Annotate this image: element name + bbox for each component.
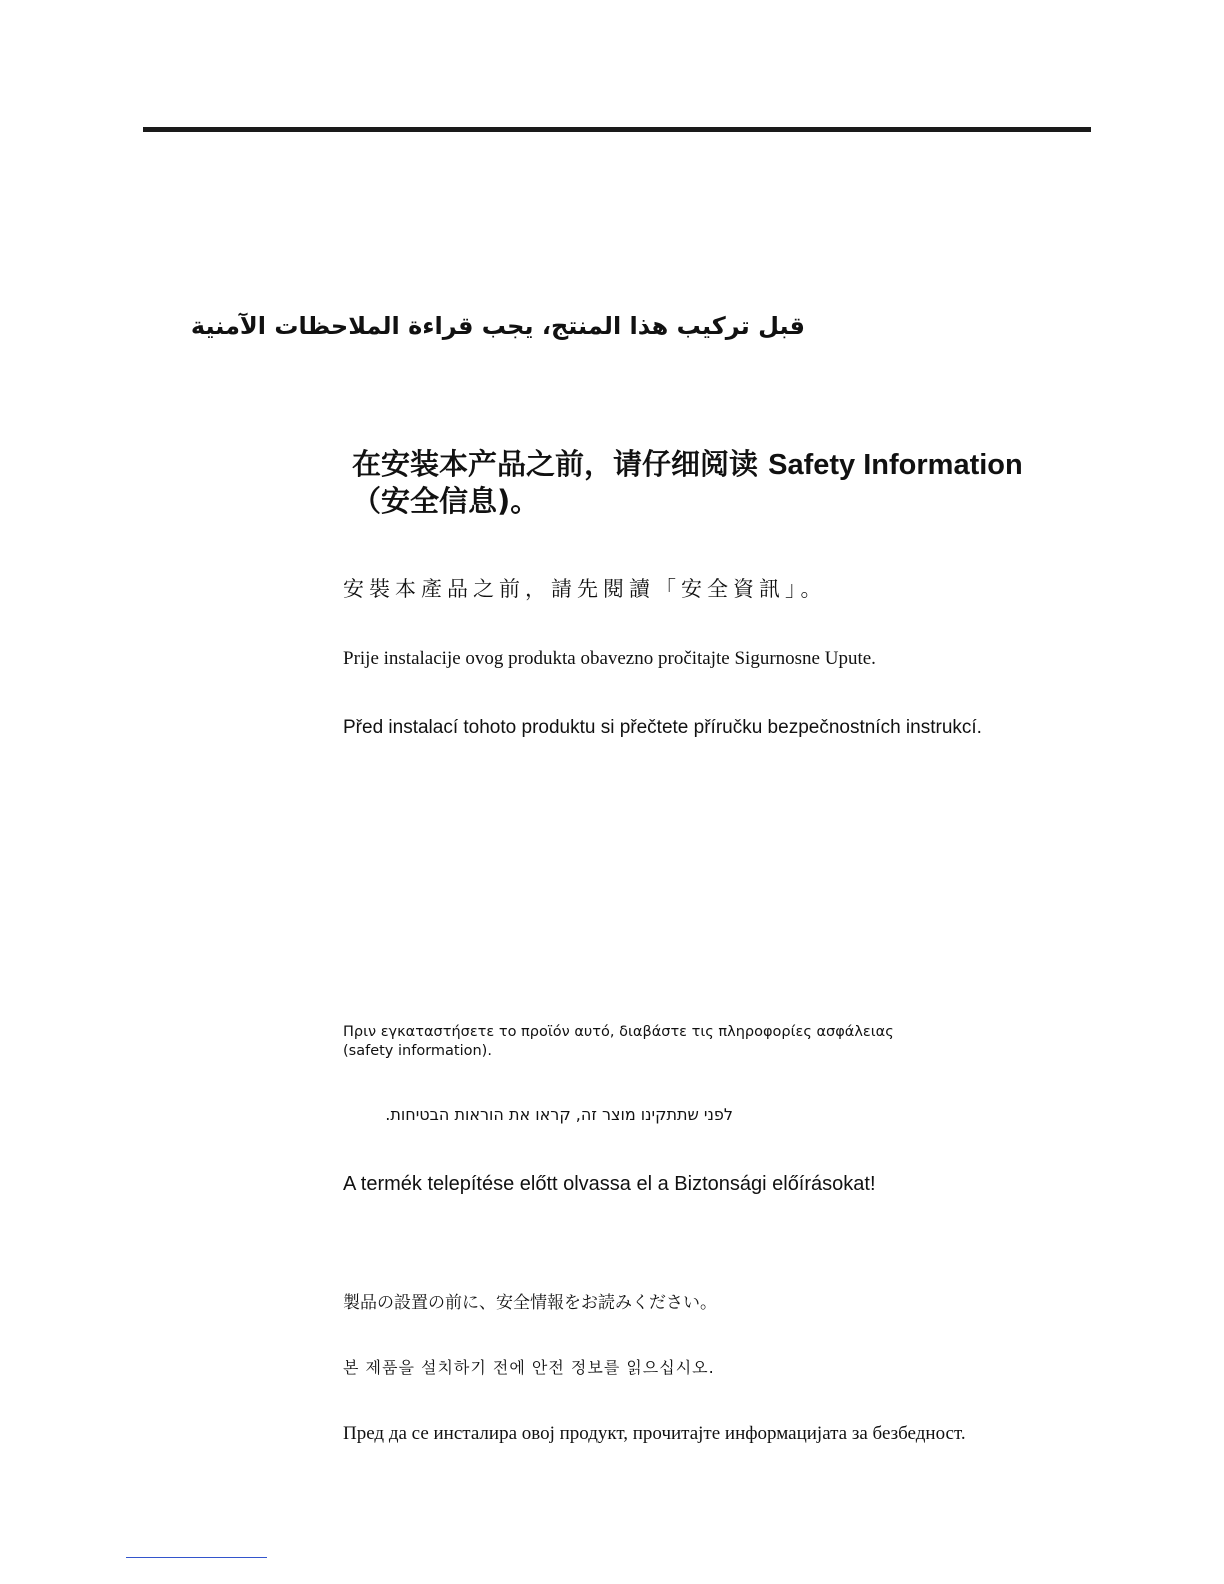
notice-arabic: قبل تركيب هذا المنتج، يجب قراءة الملاحظات الآمنية xyxy=(190,312,805,340)
notice-traditional-chinese: 安裝本產品之前，請先閱讀「安全資訊」。 xyxy=(343,577,827,601)
notice-croatian: Prije instalacije ovog produkta obavezno pročitajte Sigurnosne Upute. xyxy=(343,648,876,669)
notice-greek-line1: Πριν εγκαταστήσετε το προϊόν αυτό, διαβάστε τις πληροφορίες ασφάλειας xyxy=(343,1024,894,1040)
footer-link-underline xyxy=(126,1557,267,1558)
notice-simplified-chinese-text: 在安装本产品之前，请仔细阅读 xyxy=(352,447,759,481)
notice-hebrew: לפני שתתקינו מוצר זה, קראו את הוראות הבטיחות. xyxy=(385,1105,733,1124)
notice-greek-line2: (safety information). xyxy=(343,1043,492,1059)
notice-simplified-chinese-latin: Safety Information xyxy=(768,449,1023,481)
notice-simplified-chinese-paren: （安全信息)。 xyxy=(352,484,540,518)
notice-simplified-chinese xyxy=(352,446,1052,519)
notice-macedonian: Пред да се инсталира овој продукт, прочитајте информацијата за безбедност. xyxy=(343,1423,966,1444)
notice-greek xyxy=(343,1023,894,1061)
notice-czech: Před instalací tohoto produktu si přečtete příručku bezpečnostních instrukcí. xyxy=(343,717,982,738)
notice-korean: 본 제품을 설치하기 전에 안전 정보를 읽으십시오. xyxy=(343,1358,715,1377)
top-rule xyxy=(143,127,1091,132)
notice-hungarian: A termék telepítése előtt olvassa el a Biztonsági előírásokat! xyxy=(343,1173,876,1195)
notice-japanese: 製品の設置の前に、安全情報をお読みください。 xyxy=(343,1293,717,1313)
